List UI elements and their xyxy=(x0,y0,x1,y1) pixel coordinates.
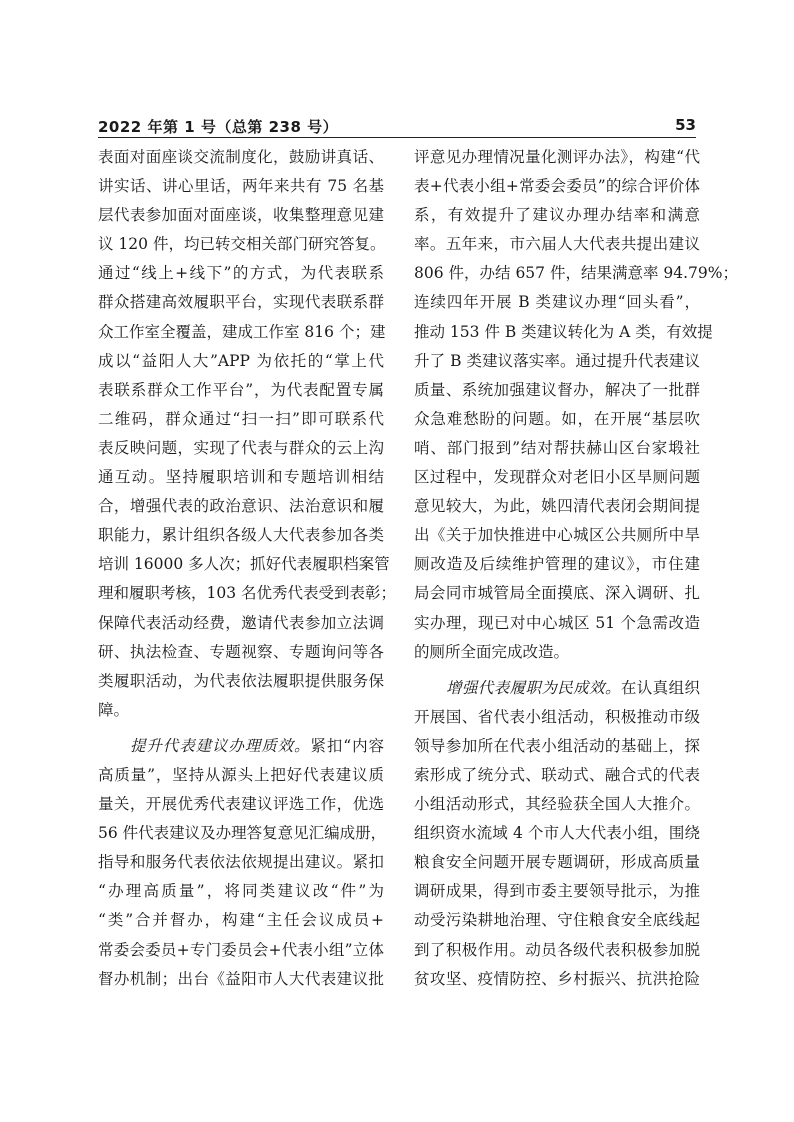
text-line: 806 件，办结 657 件，结果满意率 94.79%； xyxy=(414,264,738,283)
text-line: 动受污染耕地治理、守住粮食安全底线起 xyxy=(414,911,700,930)
text-line: 群众搭建高效履职平台，实现代表联系群 xyxy=(98,293,384,312)
text-line: 表+代表小组+常委会委员”的综合评价体 xyxy=(414,177,700,196)
text-line: 常委会委员+专门委员会+代表小组”立体 xyxy=(98,940,384,959)
text-line: 通互动。坚持履职培训和专题培训相结 xyxy=(98,468,384,487)
text-line: 领导参加所在代表小组活动的基础上，探 xyxy=(414,736,700,755)
paragraph-text: 在认真组织 xyxy=(620,678,700,697)
text-line: 类履职活动，为代表依法履职提供服务保 xyxy=(98,671,384,690)
text-line: 表联系群众工作平台”，为代表配置专属 xyxy=(98,380,384,399)
text-line: 高质量”，坚持从源头上把好代表建议质 xyxy=(98,765,384,784)
text-line: 意见较大，为此，姚四清代表闭会期间提 xyxy=(414,497,700,516)
text-line: “类”合并督办，构建“主任会议成员+ xyxy=(98,911,384,930)
text-line: 讲实话、讲心里话，两年来共有 75 名基 xyxy=(98,177,384,196)
text-line: 层代表参加面对面座谈，收集整理意见建 xyxy=(98,206,384,225)
text-line: 表反映问题，实现了代表与群众的云上沟 xyxy=(98,438,384,457)
paragraph-text: 紧扣“内容 xyxy=(310,736,384,755)
text-line: 众工作室全覆盖，建成工作室 816 个；建 xyxy=(98,322,386,341)
text-line: 成以“益阳人大”APP 为依托的“掌上代 xyxy=(98,351,384,370)
text-line xyxy=(414,674,700,703)
text-line: 系，有效提升了建议办理办结率和满意 xyxy=(414,206,700,225)
text-line: 量关，开展优秀代表建议评选工作，优选 xyxy=(98,795,384,814)
text-line: 局会同市城管局全面摸底、深入调研、扎 xyxy=(414,584,700,603)
paragraph-contact-mechanism xyxy=(98,143,397,725)
paragraph-heading: 增强代表履职为民成效。 xyxy=(446,678,621,697)
text-line: 指导和服务代表依法依规提出建议。紧扣 xyxy=(98,853,384,872)
text-line: 的厕所全面完成改造。 xyxy=(414,642,570,661)
text-line: 连续四年开展 B 类建议办理“回头看”， xyxy=(414,293,700,312)
text-line: 升了 B 类建议落实率。通过提升代表建议 xyxy=(414,351,700,370)
text-line: 评意见办理情况量化测评办法》，构建“代 xyxy=(414,148,700,166)
paragraph-representative-duties xyxy=(414,674,700,994)
text-line: 56 件代表建议及办理答复意见汇编成册， xyxy=(98,824,387,843)
text-line: 议 120 件，均已转交相关部门研究答复。 xyxy=(98,235,386,254)
text-line: 出《关于加快推进中心城区公共厕所中旱 xyxy=(414,526,700,545)
text-line: 区过程中，发现群众对老旧小区旱厕问题 xyxy=(414,468,700,487)
text-line: 通过“线上+线下”的方式，为代表联系 xyxy=(98,264,384,283)
text-line: 索形成了统分式、联动式、融合式的代表 xyxy=(414,765,700,784)
text-line: 表面对面座谈交流制度化，鼓励讲真话、 xyxy=(98,148,384,166)
header-rule xyxy=(98,137,696,138)
text-line: 厕改造及后续维护管理的建议》，市住建 xyxy=(414,555,700,574)
text-line: 众急难愁盼的问题。如，在开展“基层吹 xyxy=(414,409,700,428)
text-line: 障。 xyxy=(98,700,130,719)
text-line: 合，增强代表的政治意识、法治意识和履 xyxy=(98,497,384,516)
paragraph-suggestion-quality xyxy=(98,732,387,994)
text-line: 推动 153 件 B 类建议转化为 A 类，有效提 xyxy=(414,322,713,341)
text-line: 督办机制；出台《益阳市人大代表建议批 xyxy=(98,969,384,988)
text-line: 研、执法检查、专题视察、专题询问等各 xyxy=(98,642,384,661)
paragraph-suggestion-evaluation xyxy=(414,143,738,667)
page-number: 53 xyxy=(675,116,696,134)
text-line: 二维码，群众通过“扫一扫”即可联系代 xyxy=(98,409,384,428)
text-line: 调研成果，得到市委主要领导批示，为推 xyxy=(414,882,700,901)
text-line: 组织资水流域 4 个市人大代表小组，围绕 xyxy=(414,824,700,843)
left-column xyxy=(98,143,397,994)
text-line: 开展国、省代表小组活动，积极推动市级 xyxy=(414,707,700,726)
text-line: 实办理，现已对中心城区 51 个急需改造 xyxy=(414,613,700,632)
text-line: “办理高质量”，将同类建议改“件”为 xyxy=(98,882,384,901)
text-line: 理和履职考核，103 名优秀代表受到表彰； xyxy=(98,584,397,603)
text-line: 保障代表活动经费，邀请代表参加立法调 xyxy=(98,613,384,632)
text-line: 职能力，累计组织各级人大代表参加各类 xyxy=(98,526,384,545)
issue-label: 2022 年第 1 号（总第 238 号） xyxy=(98,118,339,136)
right-column xyxy=(414,143,738,994)
text-line: 小组活动形式，其经验获全国人大推介。 xyxy=(414,795,700,814)
text-line: 到了积极作用。动员各级代表积极参加脱 xyxy=(414,940,700,959)
text-line: 率。五年来，市六届人大代表共提出建议 xyxy=(414,235,700,254)
text-line: 粮食安全问题开展专题调研，形成高质量 xyxy=(414,853,700,872)
text-line: 培训 16000 多人次；抓好代表履职档案管 xyxy=(98,555,390,574)
text-line xyxy=(98,732,384,761)
text-line: 贫攻坚、疫情防控、乡村振兴、抗洪抢险 xyxy=(414,969,700,988)
paragraph-heading: 提升代表建议办理质效。 xyxy=(130,736,311,755)
text-line: 哨、部门报到”结对帮扶赫山区台家塅社 xyxy=(414,438,700,457)
text-line: 质量、系统加强建议督办，解决了一批群 xyxy=(414,380,700,399)
